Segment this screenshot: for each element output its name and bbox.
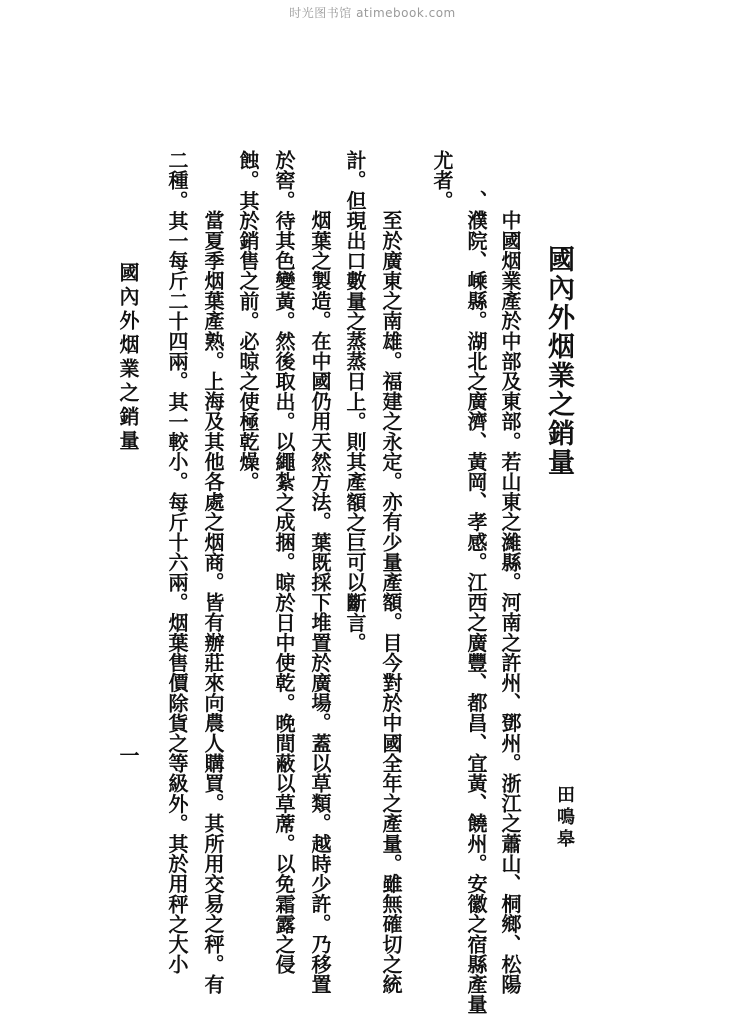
article-title: 國內外烟業之銷量 bbox=[543, 245, 574, 477]
body-line: 二種。其一每斤二十四兩。其一較小。每斤十六兩。烟葉售價除貨之等級外。其於用秤之大小 bbox=[165, 150, 189, 975]
body-line: 當夏季烟葉產熟。上海及其他各處之烟商。皆有辦莊來向農人購買。其所用交易之秤。有 bbox=[201, 190, 225, 994]
running-title: 國內外烟業之銷量 bbox=[116, 262, 140, 454]
watermark-text: 时光图书馆 atimebook.com bbox=[289, 6, 456, 20]
body-line: 烟葉之製造。在中國仍用天然方法。葉既採下堆置於廣場。蓋以草類。越時少許。乃移置 bbox=[308, 190, 332, 994]
body-line: 至於廣東之南雄。福建之永定。亦有少量產額。目今對於中國全年之產量。雖無確切之統 bbox=[379, 190, 403, 994]
body-line: 尤者。 bbox=[430, 150, 454, 211]
page-number: 一 bbox=[116, 745, 140, 765]
body-line: 蝕。其於銷售之前。必晾之使極乾燥。 bbox=[236, 150, 260, 492]
article-author: 田鳴皋 bbox=[554, 785, 575, 851]
body-line: 、濮院、嵊縣。湖北之廣濟、黃岡、孝感。江西之廣豐、都昌、宜黃、饒州。安徽之宿縣產量 bbox=[464, 190, 488, 1015]
body-line: 計。但現出口數量之蒸蒸日上。則其產額之巨可以斷言。 bbox=[343, 150, 367, 653]
body-line: 於窖。待其色變黃。然後取出。以繩紮之成捆。晾於日中使乾。晚間蔽以草蓆。以免霜露之侵 bbox=[272, 150, 296, 975]
body-line: 中國烟業產於中部及東部。若山東之濰縣。河南之許州、鄧州。浙江之蕭山、桐鄉、松陽 bbox=[498, 190, 522, 994]
